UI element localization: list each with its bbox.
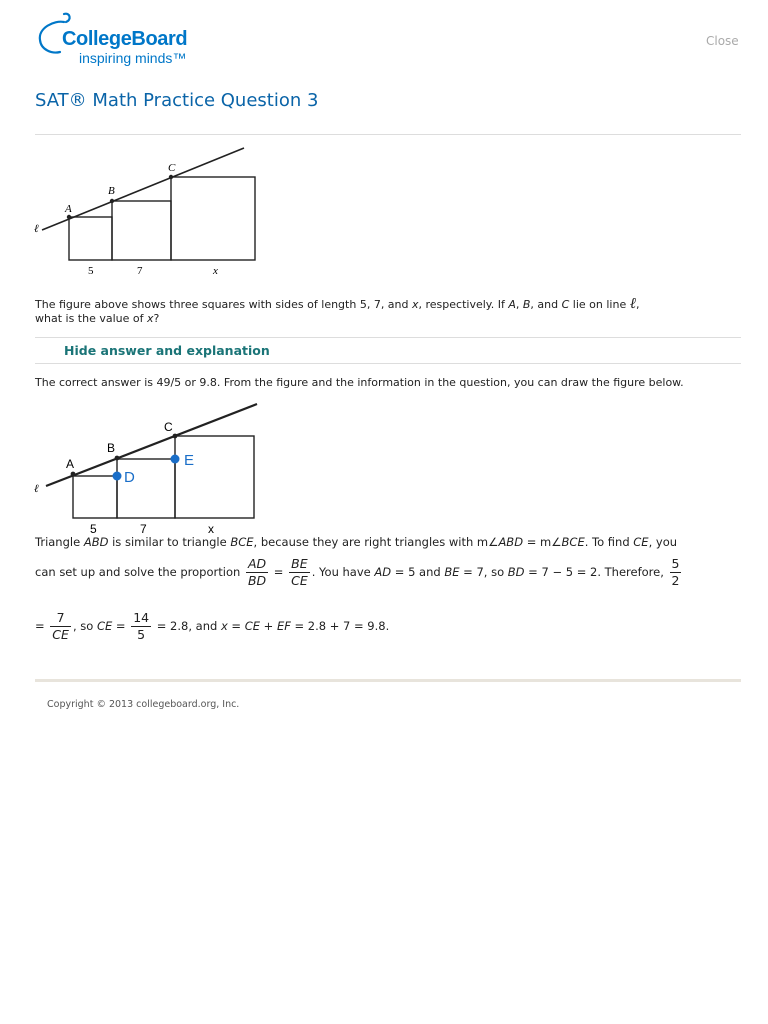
- label-line: ℓ: [34, 483, 39, 495]
- explanation-text: . To find: [584, 535, 634, 549]
- explanation-text: = 7, so: [459, 565, 508, 579]
- explanation-line-3: [35, 610, 745, 643]
- square-5: [69, 217, 112, 260]
- explanation-text: = 2.8, and: [153, 619, 221, 633]
- square-7: [117, 459, 175, 518]
- fraction-denominator: 2: [671, 573, 680, 588]
- explanation-figure: [30, 402, 265, 538]
- point-c: [169, 175, 173, 179]
- label-side-7: 7: [140, 522, 147, 536]
- fraction-numerator: 14: [133, 610, 150, 625]
- label-e: E: [184, 452, 195, 469]
- question-part: what is the value of: [35, 312, 147, 325]
- fraction-be-ce: [289, 556, 310, 589]
- line-l: [42, 148, 244, 230]
- question-text: [35, 297, 741, 326]
- explanation-text: =: [112, 619, 130, 633]
- explanation-text: =: [227, 619, 245, 633]
- explanation-text: can set up and solve the proportion: [35, 565, 244, 579]
- explanation-text: . You have: [311, 565, 375, 579]
- explanation-text: =: [270, 565, 288, 579]
- fraction-denominator: CE: [291, 573, 308, 588]
- fraction-ad-bd: [246, 556, 268, 589]
- header: [0, 0, 768, 130]
- explanation-text: , you: [648, 535, 678, 549]
- divider: [35, 363, 741, 364]
- question-part: lie on line: [569, 298, 630, 311]
- explanation-text: , because they are right triangles with m∠: [253, 535, 499, 549]
- label-side-x: x: [213, 265, 218, 277]
- divider: [35, 134, 741, 135]
- math-bce: BCE: [230, 535, 254, 549]
- footer-divider: [35, 679, 741, 682]
- copyright-text: Copyright © 2013 collegeboard.org, Inc.: [47, 699, 240, 710]
- point-a: [71, 472, 76, 477]
- label-b: B: [108, 185, 115, 197]
- point-e: [171, 455, 180, 464]
- fraction-denominator: 5: [137, 627, 146, 642]
- page-title: SAT® Math Practice Question 3: [35, 90, 319, 111]
- math-be: BE: [444, 565, 460, 579]
- divider: [35, 337, 741, 338]
- fraction-denominator: BD: [247, 573, 267, 588]
- explanation-intro: The correct answer is 49/5 or 9.8. From the figure and the information in the question, you can draw the figure below.: [35, 376, 684, 389]
- point-a: [67, 215, 71, 219]
- explanation-text: = 7 − 5 = 2. Therefore,: [524, 565, 668, 579]
- math-bd: BD: [507, 565, 525, 579]
- math-ad: AD: [374, 565, 392, 579]
- label-side-5: 5: [90, 522, 97, 536]
- label-c: C: [164, 420, 173, 434]
- label-line: ℓ: [34, 223, 39, 235]
- math-ce: CE: [633, 535, 649, 549]
- question-part: , and: [530, 298, 562, 311]
- fraction-numerator: 5: [671, 556, 680, 571]
- logo-wordmark: CollegeBoard: [62, 28, 188, 50]
- var-a: A: [508, 298, 516, 311]
- square-x: [175, 436, 254, 518]
- explanation-text: is similar to triangle: [108, 535, 231, 549]
- question-part: , respectively. If: [418, 298, 509, 311]
- label-b: B: [107, 441, 116, 455]
- square-x: [171, 177, 255, 260]
- explanation-text: = 5 and: [391, 565, 445, 579]
- point-c: [173, 434, 178, 439]
- explanation-text: +: [260, 619, 277, 633]
- line-l: [46, 404, 257, 486]
- math-abd: ABD: [498, 535, 524, 549]
- point-d: [113, 472, 122, 481]
- explanation-line-1: [35, 535, 745, 549]
- math-ce: CE: [244, 619, 260, 633]
- fraction-denominator: CE: [52, 627, 69, 642]
- explanation-text: Triangle: [35, 535, 84, 549]
- explanation-text: = m∠: [523, 535, 562, 549]
- explanation-text: =: [35, 619, 49, 633]
- square-5: [73, 476, 117, 518]
- collegeboard-logo[interactable]: [34, 10, 224, 70]
- fraction-numerator: AD: [246, 556, 268, 573]
- var-x: x: [412, 298, 419, 311]
- close-link[interactable]: Close: [706, 34, 739, 48]
- fraction-7-ce: [50, 610, 71, 643]
- hide-answer-toggle[interactable]: Hide answer and explanation: [64, 343, 270, 358]
- var-b: B: [522, 298, 531, 311]
- fraction-numerator: BE: [289, 556, 310, 573]
- label-a: A: [66, 457, 75, 471]
- point-b: [110, 199, 114, 203]
- point-b: [115, 456, 120, 461]
- math-abd: ABD: [83, 535, 109, 549]
- question-part: ,: [635, 298, 640, 311]
- var-x: x: [220, 619, 228, 633]
- fraction-14-5: [131, 610, 151, 643]
- square-7: [112, 201, 171, 260]
- line-symbol: ℓ: [629, 296, 636, 312]
- math-bce: BCE: [561, 535, 585, 549]
- question-part: The figure above shows three squares with sides of length 5, 7, and: [35, 298, 412, 311]
- label-side-x: x: [208, 522, 214, 536]
- label-d: D: [124, 469, 135, 486]
- math-ce: CE: [96, 619, 113, 633]
- question-part: ?: [153, 312, 160, 325]
- var-c: C: [561, 298, 570, 311]
- question-figure: [30, 145, 260, 280]
- fraction-5-2: [670, 556, 682, 589]
- var-x: x: [147, 312, 154, 325]
- explanation-text: , so: [72, 619, 97, 633]
- question-part: ,: [515, 298, 523, 311]
- label-side-7: 7: [137, 265, 143, 277]
- label-side-5: 5: [88, 265, 94, 277]
- label-a: A: [65, 203, 72, 215]
- explanation-text: = 2.8 + 7 = 9.8.: [290, 619, 390, 633]
- math-ef: EF: [276, 619, 291, 633]
- explanation-line-2: [35, 556, 745, 589]
- label-c: C: [168, 162, 176, 174]
- logo-tagline: inspiring minds™: [79, 50, 187, 66]
- fraction-numerator: 7: [50, 610, 71, 627]
